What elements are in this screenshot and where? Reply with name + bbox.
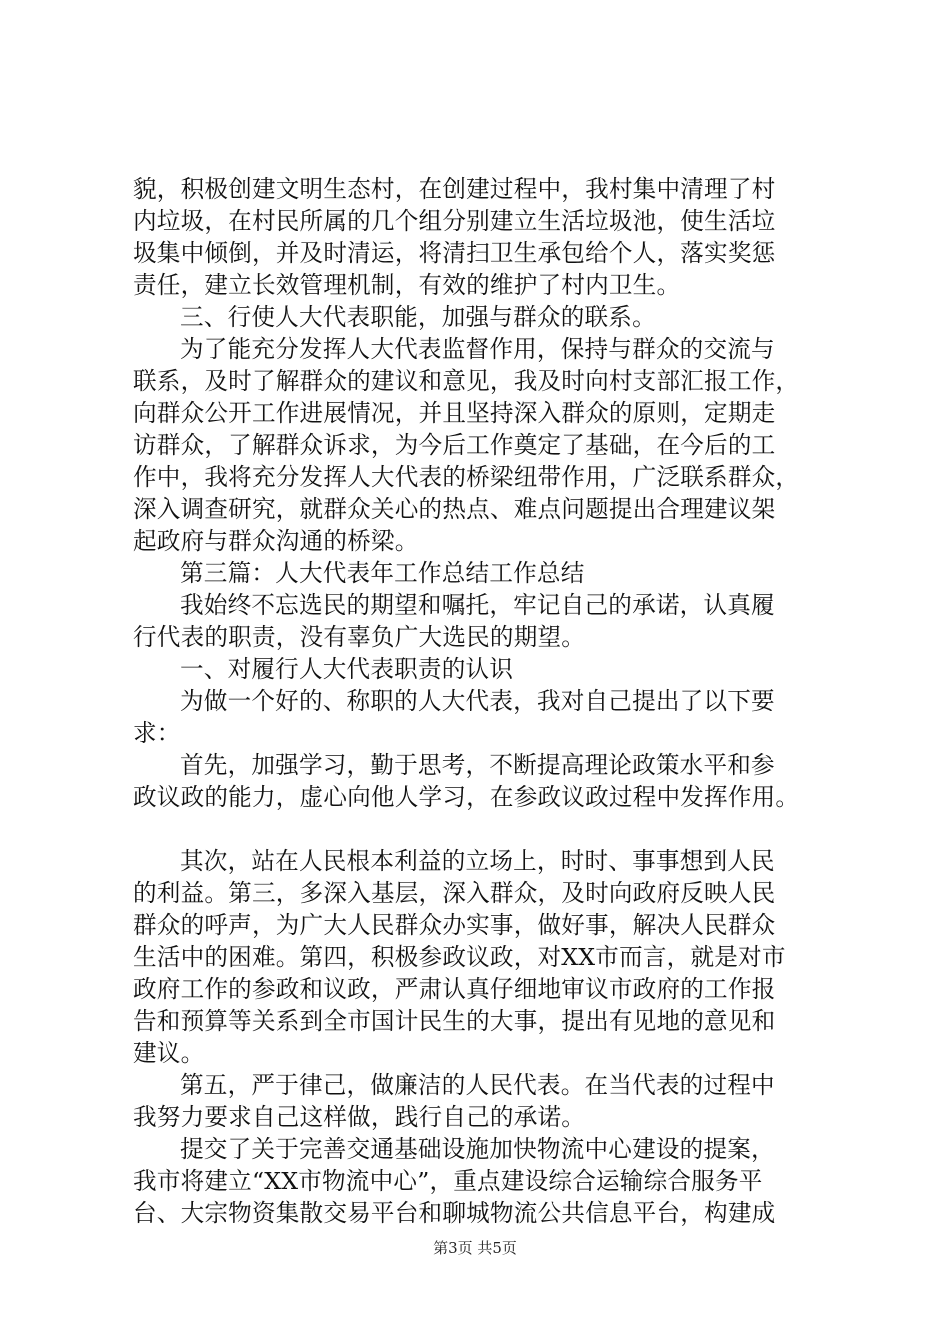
text-line: 作中，我将充分发挥人大代表的桥梁纽带作用，广泛联系群众， xyxy=(133,463,800,491)
text-line: 起政府与群众沟通的桥梁。 xyxy=(133,527,419,555)
text-line: 首先，加强学习，勤于思考，不断提高理论政策水平和参 xyxy=(180,751,775,779)
text-line: 其次，站在人民根本利益的立场上，时时、事事想到人民 xyxy=(180,847,775,875)
text-line: 建议。 xyxy=(133,1039,205,1067)
text-line: 圾集中倾倒，并及时清运，将清扫卫生承包给个人，落实奖惩 xyxy=(133,239,776,267)
text-line: 访群众，了解群众诉求，为今后工作奠定了基础，在今后的工 xyxy=(133,431,776,459)
text-line: 我努力要求自己这样做，践行自己的承诺。 xyxy=(133,1103,586,1131)
text-line: 责任，建立长效管理机制，有效的维护了村内卫生。 xyxy=(133,271,681,299)
text-line: 联系，及时了解群众的建议和意见，我及时向村支部汇报工作， xyxy=(133,367,800,395)
blank-line xyxy=(133,813,833,845)
text-line: 告和预算等关系到全市国计民生的大事，提出有见地的意见和 xyxy=(133,1007,776,1035)
text-line: 提交了关于完善交通基础设施加快物流中心建设的提案， xyxy=(180,1135,775,1163)
text-line: 三、行使人大代表职能，加强与群众的联系。 xyxy=(180,303,656,331)
text-line: 一、对履行人大代表职责的认识 xyxy=(180,655,514,683)
document-body xyxy=(133,173,833,1229)
text-line: 求： xyxy=(133,719,181,747)
text-line: 第五，严于律己，做廉洁的人民代表。在当代表的过程中 xyxy=(180,1071,775,1099)
text-line: 为做一个好的、称职的人大代表，我对自己提出了以下要 xyxy=(180,687,775,715)
text-line: 我始终不忘选民的期望和嘱托，牢记自己的承诺，认真履 xyxy=(180,591,775,619)
text-line: 向群众公开工作进展情况，并且坚持深入群众的原则，定期走 xyxy=(133,399,776,427)
text-line: 群众的呼声，为广大人民群众办实事，做好事，解决人民群众 xyxy=(133,911,776,939)
text-line: 政府工作的参政和议政，严肃认真仔细地审议市政府的工作报 xyxy=(133,975,776,1003)
text-line: 政议政的能力，虚心向他人学习，在参政议政过程中发挥作用。 xyxy=(133,783,800,811)
text-line: 貌，积极创建文明生态村，在创建过程中，我村集中清理了村 xyxy=(133,175,776,203)
text-line: 内垃圾，在村民所属的几个组分别建立生活垃圾池，使生活垃 xyxy=(133,207,776,235)
text-line: 的利益。第三，多深入基层，深入群众，及时向政府反映人民 xyxy=(133,879,776,907)
text-line: 深入调查研究，就群众关心的热点、难点问题提出合理建议架 xyxy=(133,495,776,523)
text-line: 行代表的职责，没有辜负广大选民的期望。 xyxy=(133,623,586,651)
page-footer: 第3页 共5页 xyxy=(433,1239,517,1257)
text-line: 第三篇：人大代表年工作总结工作总结 xyxy=(180,559,585,587)
text-line: 为了能充分发挥人大代表监督作用，保持与群众的交流与 xyxy=(180,335,775,363)
text-line: 台、大宗物资集散交易平台和聊城物流公共信息平台，构建成 xyxy=(133,1199,776,1227)
text-line: 我市将建立“XX市物流中心”，重点建设综合运输综合服务平 xyxy=(133,1167,763,1195)
text-line: 生活中的困难。第四，积极参政议政，对XX市而言，就是对市 xyxy=(133,943,786,971)
